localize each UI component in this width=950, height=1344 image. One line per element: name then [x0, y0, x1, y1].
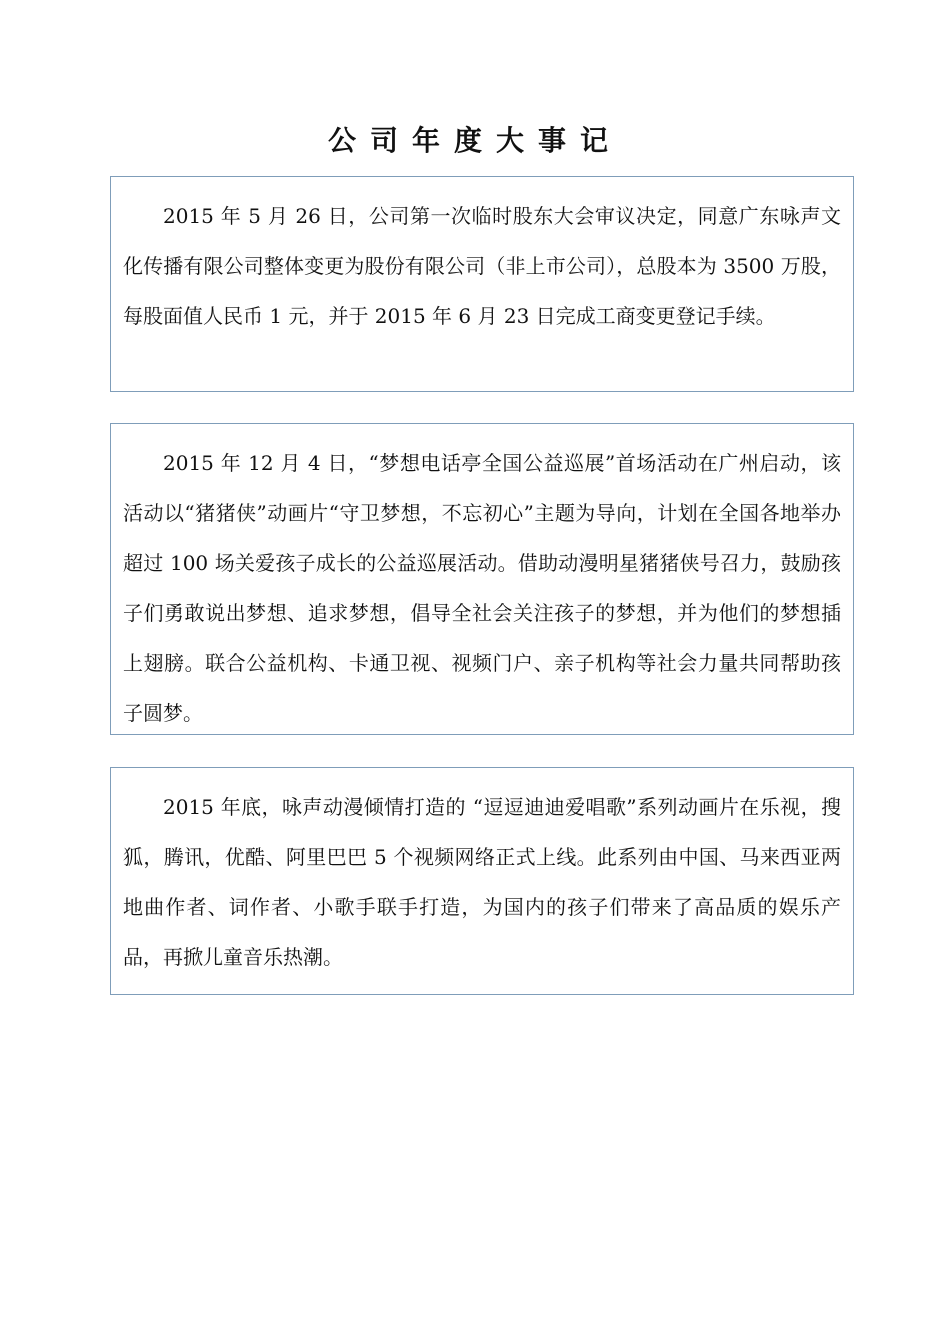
event-text: 2015 年底，咏声动漫倾情打造的 “逗逗迪迪爱唱歌”系列动画片在乐视，搜狐，腾讯，优酷、阿里巴巴 5 个视频网络正式上线。此系列由中国、马来西亚两地曲作者、词作者、小歌手联手打造，为国内的孩子们带来了高品质的娱乐产品，再掀儿童音乐热潮。 — [123, 795, 841, 969]
event-box-1 — [110, 176, 854, 392]
event-box-2 — [110, 423, 854, 735]
page-title: 公司年度大事记 — [327, 124, 622, 157]
event-box-3 — [110, 767, 854, 995]
event-text: 2015 年 12 月 4 日，“梦想电话亭全国公益巡展”首场活动在广州启动，该活动以“猪猪侠”动画片“守卫梦想，不忘初心”主题为导向，计划在全国各地举办超过 100 场关爱孩子成长的公益巡展活动。借助动漫明星猪猪侠号召力，鼓励孩子们勇敢说出梦想、追求梦想，倡导全社会关注孩子的梦想，并为他们的梦想插上翅膀。联合公益机构、卡通卫视、视频门户、亲子机构等社会力量共同帮助孩子圆梦。 — [123, 451, 841, 725]
event-text: 2015 年 5 月 26 日，公司第一次临时股东大会审议决定，同意广东咏声文化传播有限公司整体变更为股份有限公司（非上市公司），总股本为 3500 万股，每股面值人民币 1 元，并于 2015 年 6 月 23 日完成工商变更登记手续。 — [123, 204, 841, 328]
